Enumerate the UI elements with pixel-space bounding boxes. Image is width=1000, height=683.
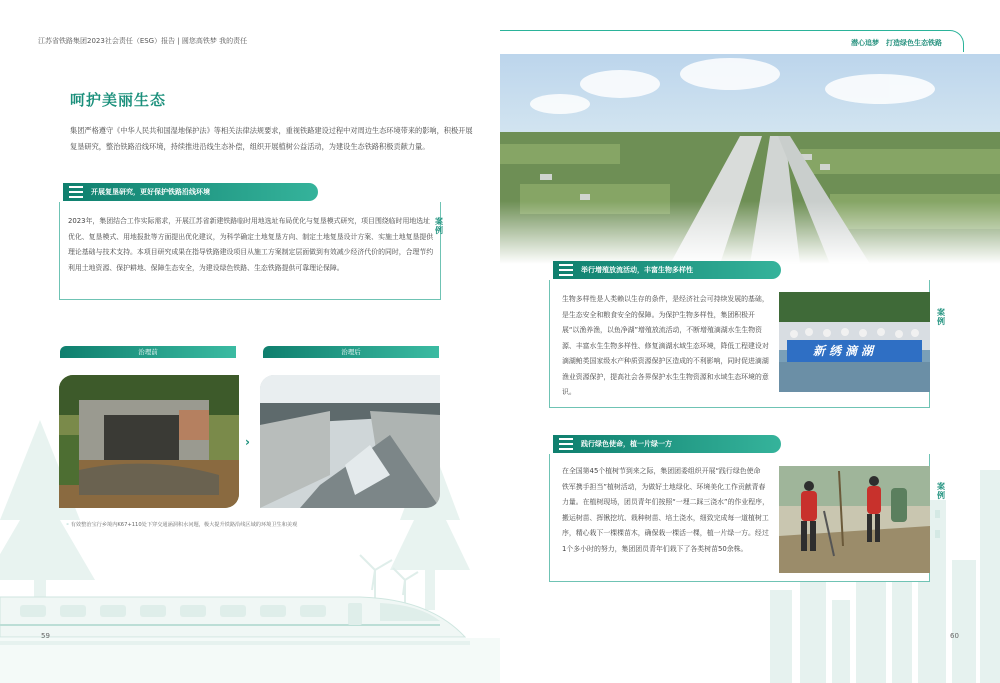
section-title-tree-planting: 践行绿色使命，植一片绿一方 xyxy=(581,440,672,448)
intro-paragraph: 集团严格遵守《中华人民共和国湿地保护法》等相关法律法规要求，重视铁路建设过程中对周边生态环境带来的影响，积极开展复垦研究，整治铁路沿线环境，持续推进沿线生态补偿，组织开展植树公益活动，为建设生态铁路积极贡献力量。 xyxy=(70,126,473,151)
case-box-biodiversity xyxy=(549,280,930,408)
case-text-tree-planting: 在全国第45个植树节到来之际，集团团委组织开展“践行绿色使命 铁军携手担当”植树活动，为做好土地绿化、环境美化工作贡献青春力量。在植树现场，团员青年们按照“一埋二踩三浇水”的作业程序，搬运树苗、挥锹挖坑、栽种树苗、培土浇水，细致完成每一道植树工序，精心栽下一棵棵苗木，确保栽一棵活一棵，植一片绿一方。经过1个多小时的努力，集团团员青年们栽下了各类树苗50余株。 xyxy=(562,467,769,553)
section-title-biodiversity: 举行增殖放流活动，丰富生物多样性 xyxy=(581,266,693,274)
tree-planting-image xyxy=(779,466,930,573)
case-text-biodiversity: 生物多样性是人类赖以生存的条件，是经济社会可持续发展的基础，是生态安全和粮食安全的保障。为保护生物多样性，集团积极开展“以渔养渔，以鱼净湖”增殖放流活动，不断增殖滴湖水生生物资源、丰富水生生物多样性、修复滴湖水域生态环境，降低工程建设对滴湖鲌类国家级水产种质资源保护区造成的不利影响，同时促进滴湖渔业资源保护，提高社会各界保护水生生物资源和水域生态环境的意识。 xyxy=(562,295,769,396)
before-label: 治理前 xyxy=(60,346,236,358)
case-mark: 案例 xyxy=(435,217,443,235)
banner-text: 新绣滴湖 xyxy=(813,344,878,358)
after-label: 治理后 xyxy=(263,346,439,358)
case-mark: 案例 xyxy=(937,482,945,500)
case-mark: 案例 xyxy=(937,308,945,326)
culvert-before-image xyxy=(59,375,239,508)
photo-caption xyxy=(66,521,297,528)
before-photo xyxy=(59,375,239,508)
aerial-railway-image xyxy=(500,54,1000,264)
high-speed-train-illustration xyxy=(0,585,470,653)
stripe-decoration xyxy=(559,264,573,276)
page-number-right: 60 xyxy=(950,632,959,640)
after-photo xyxy=(260,375,440,508)
caption-bullet-icon: ◦ xyxy=(66,522,70,528)
chevron-right-icon: › xyxy=(245,435,250,449)
case-text-reclamation: 2023年，集团结合工作实际需求，开展江苏省新建铁路临时用地选址布局优化与复垦模式研究，项目围绕临时用地选址优化、复垦模式、用地报批等方面提出优化建议，为科学确定土地复垦方向、制定土地复垦设计方案、实施土地复垦提供理论基础与技术支持。本项目研究成果在指导铁路建设项目从施工方案制定层面做到有效减少经济代价的同时，合理节约利用土地资源、保护耕地、保障生态安全，为建设绿色铁路、生态铁路提供可靠理论保障。 xyxy=(68,217,434,272)
page-number-left: 59 xyxy=(41,632,50,640)
culvert-after-image xyxy=(260,375,440,508)
tree-planting-photo xyxy=(779,466,930,573)
section-title-reclamation: 开展复垦研究，更好保护铁路沿线环境 xyxy=(91,188,210,196)
stripe-decoration xyxy=(559,438,573,450)
release-photo xyxy=(779,292,930,392)
report-title: 江苏省铁路集团2023社会责任（ESG）报告 | 圆您高铁梦 我的责任 xyxy=(38,37,248,45)
section-tag-biodiversity xyxy=(553,261,781,279)
section-tag-tree-planting xyxy=(553,435,781,453)
railway-aerial-photo xyxy=(500,54,1000,264)
page-heading: 呵护美丽生态 xyxy=(70,91,167,109)
chapter-title: 潜心追梦 打造绿色生态铁路 xyxy=(851,39,942,47)
case-box-reclamation xyxy=(59,202,441,300)
caption-text: 有效整治宝行乡境内K67+110处下穿交通涵洞积水问题，极大提升铁路沿线区域的环境卫生和美观 xyxy=(70,522,298,528)
section-tag-reclamation xyxy=(63,183,318,201)
stripe-decoration xyxy=(69,186,83,198)
case-box-tree-planting xyxy=(549,454,930,582)
